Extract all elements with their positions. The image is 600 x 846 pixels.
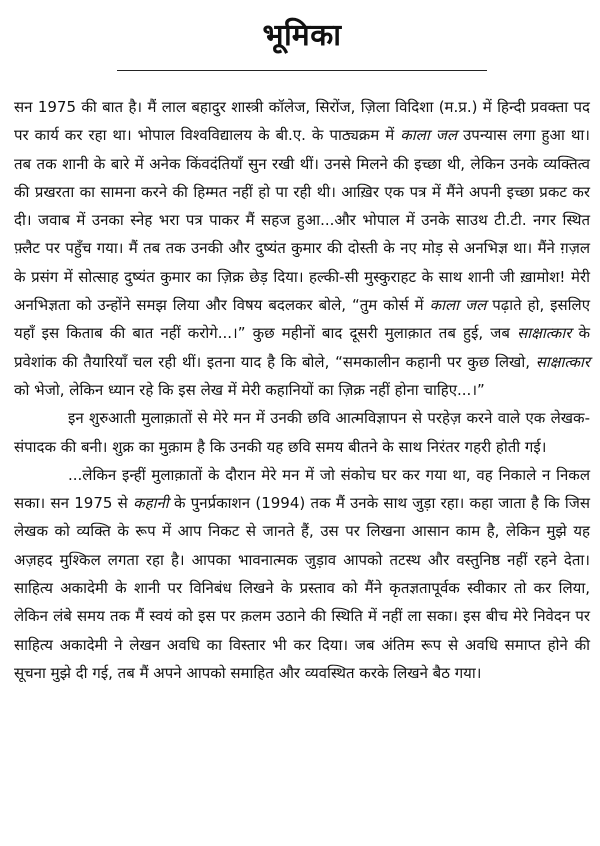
text-run: को भेजो, लेकिन ध्यान रहे कि इस लेख में मेरी कहानियों का ज़िक्र नहीं होना चाहिए...।” xyxy=(14,380,485,399)
paragraph-3 xyxy=(14,461,590,687)
text-run: उपन्यास लगा हुआ था। तब तक शानी के बारे में अनेक किंवदंतियाँ सुन रखी थीं। उनसे मिलने की इच्छा थी, लेकिन उनके व्यक्तित्व की प्रखरता का सामना करने की हिम्मत नहीं हो पा रही थी। आख़िर एक पत्र में मैंने अपनी इच्छा प्रकट कर दी। जवाब में उनका स्नेह भरा पत्र पाकर मैं सहज हुआ...और भोपाल में उनके साउथ टी.टी. नगर स्थित फ़्लैट पर पहुँच गया। मैं तब तक उनकी और दुष्यंत कुमार की दोस्ती के नए मोड़ से अनभिज्ञ था। मैंने ग़ज़ल के प्रसंग में सोत्साह दुष्यंत कुमार का ज़िक्र छेड़ दिया। हल्की-सी मुस्कुराहट के साथ शानी जी ख़ामोश! मेरी अनभिज्ञता को उन्होंने समझ लिया और विषय बदलकर बोले, “तुम कोर्स में xyxy=(14,126,590,315)
text-run: ...लेकिन इन्हीं मुलाक़ातों के दौरान मेरे मन में जो संकोच घर कर गया था, वह निकाले न निकल सका। सन 1975 से xyxy=(14,465,590,513)
body-text xyxy=(14,93,590,687)
text-run: के पुनर्प्रकाशन (1994) तक मैं उनके साथ जुड़ा रहा। कहा जाता है कि जिस लेखक को व्यक्ति के रूप में आप निकट से जानते हैं, उस पर लिखना आसान काम है, लेकिन मुझे यह अज़हद मुश्किल लगता रहा है। आपका भावनात्मक जुड़ाव आपको तटस्थ और वस्तुनिष्ठ नहीं रहने देता। साहित्य अकादेमी के शानी पर विनिबंध लिखने के प्रस्ताव को मैंने कृतज्ञतापूर्वक स्वीकार तो कर लिया, लेकिन लंबे समय तक मैं स्वयं को इस पर क़लम उठाने की स्थिति में नहीं ला सका। इस बीच मेरे निवेदन पर साहित्य अकादेमी ने लेखन अवधि का विस्तार भी कर दिया। जब अंतिम रूप से अवधि समाप्त होने की सूचना मुझे दी गई, तब मैं अपने आपको समाहित और व्यवस्थित करके लिखने बैठ गया। xyxy=(14,494,590,682)
magazine-title-kahani: कहानी xyxy=(133,494,169,513)
text-run: के प्रवेशांक की तैयारियाँ चल रही थीं। इतना याद है कि बोले, “समकालीन कहानी पर कुछ लिखो, xyxy=(14,324,590,371)
text-run: सन 1975 की बात है। मैं लाल बहादुर शास्त्री कॉलेज, सिरोंज, ज़िला विदिशा (म.प्र.) में हिन्दी प्रवक्ता पद पर कार्य कर रहा था। भोपाल विश्वविद्यालय के बी.ए. के पाठ्यक्रम में xyxy=(14,98,590,145)
page-title: भूमिका xyxy=(262,18,342,53)
paragraph-1 xyxy=(14,93,590,404)
text-run: इन शुरुआती मुलाक़ातों से मेरे मन में उनकी छवि आत्मविज्ञापन से परहेज़ करने वाले एक लेखक-संपादक की बनी। शुक्र का मुक़ाम है कि उनकी यह छवि समय बीतने के साथ निरंतर गहरी होती गई। xyxy=(14,409,590,456)
book-title-kala-jal: काला जल xyxy=(400,126,458,145)
magazine-title-sakshatkar: साक्षात्कार xyxy=(517,324,572,343)
magazine-title-sakshatkar: साक्षात्कार xyxy=(535,352,590,371)
book-title-kala-jal: काला जल xyxy=(429,296,487,315)
title-underline xyxy=(117,70,487,71)
text-run: पढ़ाते हो, इसलिए यहाँ इस किताब की बात नहीं करोगे...।” कुछ महीनों बाद दूसरी मुलाक़ात तब हुई, जब xyxy=(14,296,591,343)
paragraph-2 xyxy=(14,404,590,461)
